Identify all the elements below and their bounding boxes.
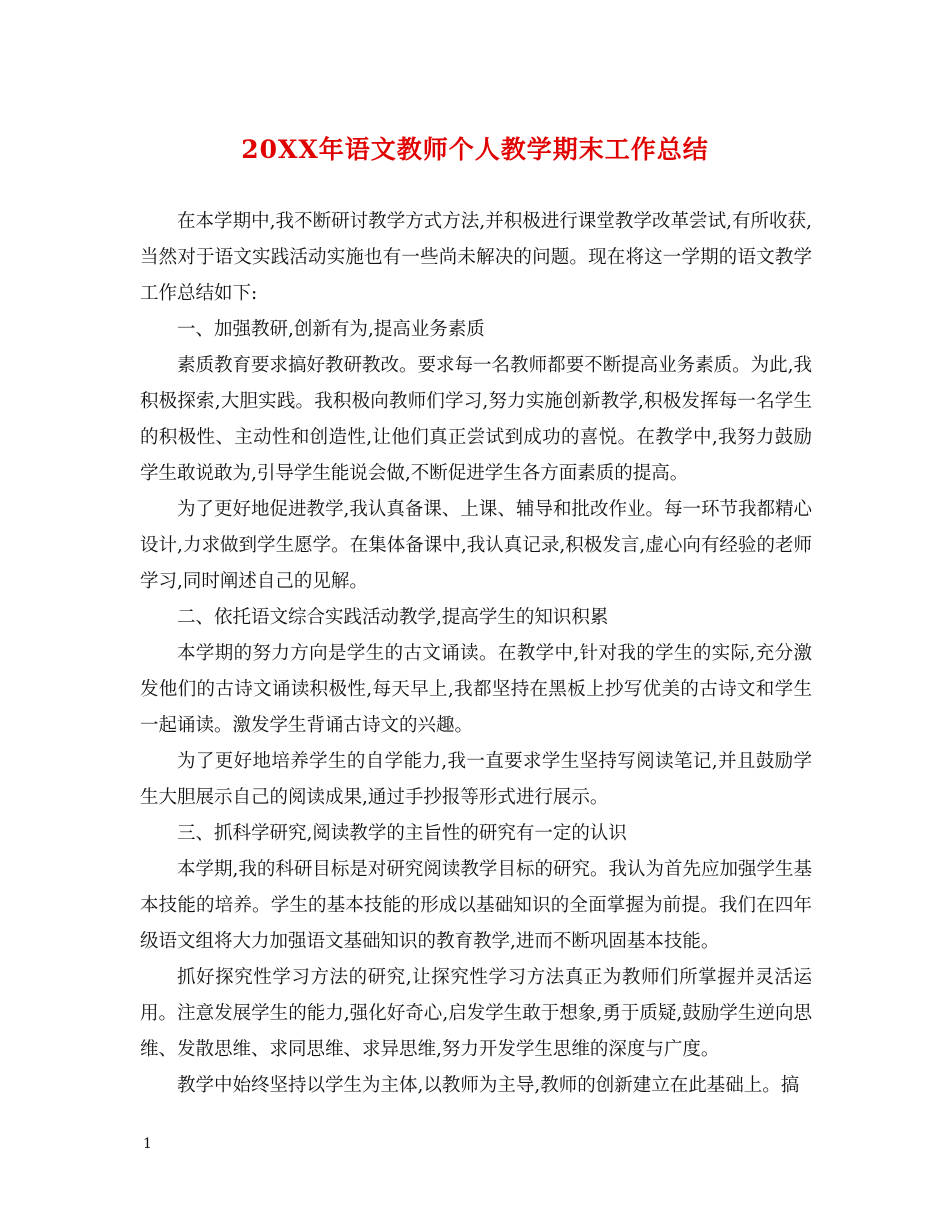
- body-paragraph: 本学期,我的科研目标是对研究阅读教学目标的研究。我认为首先应加强学生基本技能的培养。学生的基本技能的形成以基础知识的全面掌握为前提。我们在四年级语文组将大力加强语文基础知识的教育教学,进而不断巩固基本技能。: [140, 859, 812, 952]
- body-paragraph: 教学中始终坚持以学生为主体,以教师为主导,教师的创新建立在此基础上。搞: [177, 1075, 800, 1096]
- body-paragraph: 为了更好地培养学生的自学能力,我一直要求学生坚持写阅读笔记,并且鼓励学生大胆展示自己的阅读成果,通过手抄报等形式进行展示。: [140, 751, 812, 808]
- section-heading-3: 三、抓科学研究,阅读教学的主旨性的研究有一定的认识: [177, 823, 627, 844]
- document-title: 20XX年语文教师个人教学期末工作总结: [241, 135, 709, 164]
- intro-paragraph: 在本学期中,我不断研讨教学方式方法,并积极进行课堂教学改革尝试,有所收获,当然对于语文实践活动实施也有一些尚未解决的问题。现在将这一学期的语文教学工作总结如下:: [140, 211, 812, 304]
- section-heading-1: 一、加强教研,创新有为,提高业务素质: [177, 319, 485, 340]
- body-paragraph: 为了更好地促进教学,我认真备课、上课、辅导和批改作业。每一环节我都精心设计,力求做到学生愿学。在集体备课中,我认真记录,积极发言,虚心向有经验的老师学习,同时阐述自己的见解。: [140, 499, 812, 592]
- body-paragraph: 本学期的努力方向是学生的古文诵读。在教学中,针对我的学生的实际,充分激发他们的古诗文诵读积极性,每天早上,我都坚持在黑板上抄写优美的古诗文和学生一起诵读。激发学生背诵古诗文的兴趣。: [140, 643, 812, 736]
- section-heading-2: 二、依托语文综合实践活动教学,提高学生的知识积累: [177, 607, 609, 628]
- document-body: [140, 204, 812, 1104]
- page-number: 1: [143, 1136, 152, 1152]
- body-paragraph: 抓好探究性学习方法的研究,让探究性学习方法真正为教师们所掌握并灵活运用。注意发展学生的能力,强化好奇心,启发学生敢于想象,勇于质疑,鼓励学生逆向思维、发散思维、求同思维、求异思维,努力开发学生思维的深度与广度。: [140, 967, 812, 1060]
- body-paragraph: 素质教育要求搞好教研教改。要求每一名教师都要不断提高业务素质。为此,我积极探索,大胆实践。我积极向教师们学习,努力实施创新教学,积极发挥每一名学生的积极性、主动性和创造性,让他们真正尝试到成功的喜悦。在教学中,我努力鼓励学生敢说敢为,引导学生能说会做,不断促进学生各方面素质的提高。: [140, 355, 812, 484]
